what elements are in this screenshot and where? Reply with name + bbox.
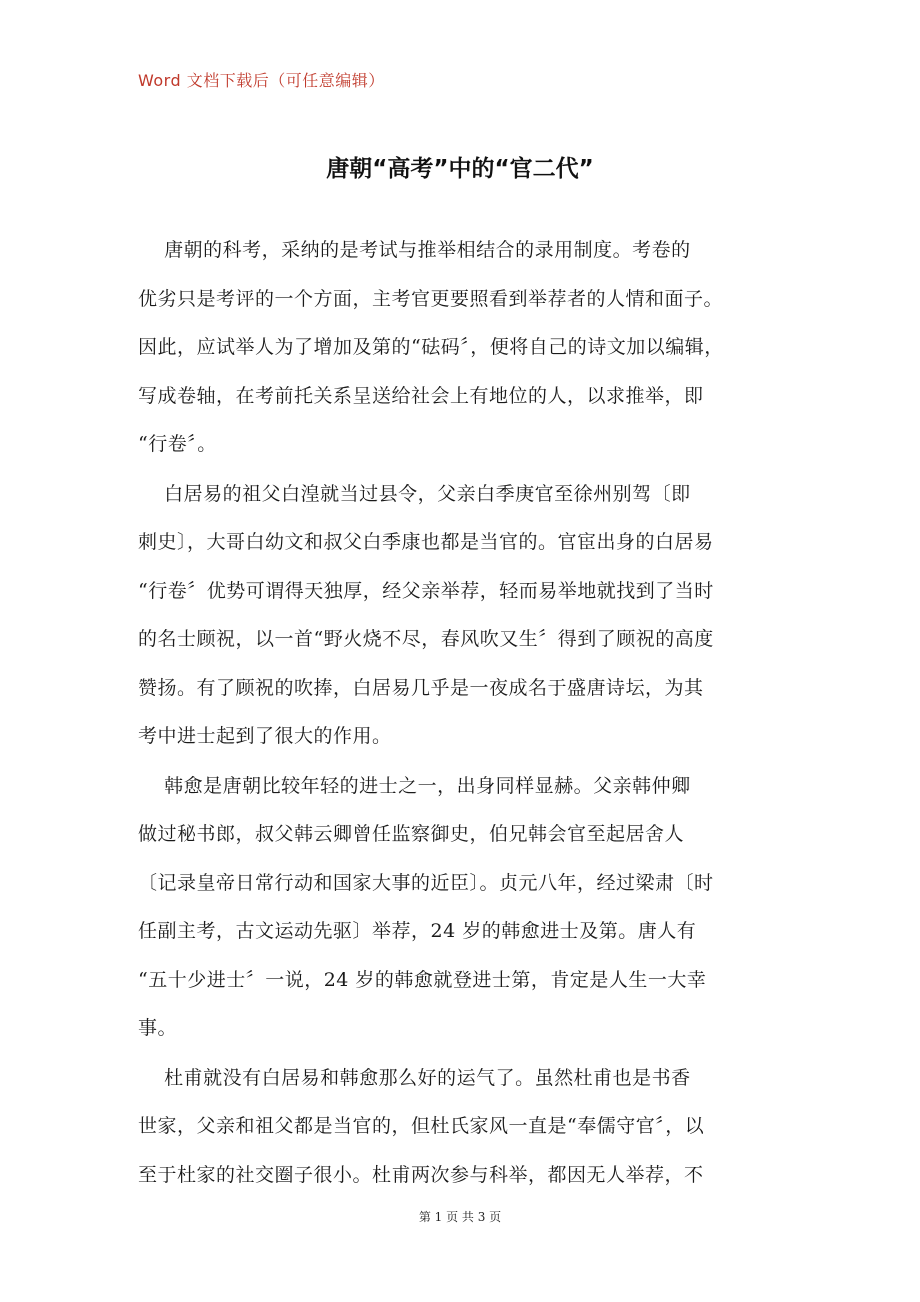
download-note: Word 文档下载后（可任意编辑） <box>138 71 385 90</box>
text-line: 至于杜家的社交圈子很小。杜甫两次参与科举，都因无人举荐，不 <box>138 1163 704 1186</box>
page-footer: 第 1 页 共 3 页 <box>418 1210 502 1224</box>
text-line: “五十少进士〞一说，24 岁的韩愈就登进士第，肯定是人生一大幸 <box>138 968 707 991</box>
text-line: 〔记录皇帝日常行动和国家大事的近臣〕。贞元八年，经过梁肃〔时 <box>138 871 714 894</box>
text-line: 写成卷轴，在考前托关系呈送给社会上有地位的人，以求推举，即 <box>138 384 704 407</box>
text-line: 赞扬。有了顾祝的吹捧，白居易几乎是一夜成名于盛唐诗坛，为其 <box>138 676 704 699</box>
text-line: “行卷〞。 <box>138 433 217 455</box>
document-title: 唐朝“高考”中的“官二代” <box>326 156 594 182</box>
text-line: 做过秘书郎，叔父韩云卿曾任监察御史，伯兄韩会官至起居舍人 <box>138 823 685 845</box>
paragraph <box>138 1054 786 1200</box>
paragraph <box>138 226 786 469</box>
text-line: 事。 <box>138 1017 178 1039</box>
text-line: 因此，应试举人为了增加及第的“砝码〞，便将自己的诗文加以编辑， <box>138 336 724 358</box>
text-line: 的名士顾祝，以一首“野火烧不尽，春风吹又生〞得到了顾祝的高度 <box>138 628 714 650</box>
text-line: 白居易的祖父白湟就当过县令，父亲白季庚官至徐州别驾〔即 <box>138 482 691 505</box>
document-body <box>138 226 786 1199</box>
text-line: 唐朝的科考，采纳的是考试与推举相结合的录用制度。考卷的 <box>138 239 691 261</box>
text-line: 优劣只是考评的一个方面，主考官更要照看到举荐者的人情和面子。 <box>138 287 724 310</box>
text-line: “行卷〞优势可谓得天独厚，经父亲举荐，轻而易举地就找到了当时 <box>138 579 714 602</box>
paragraph <box>138 762 786 1053</box>
text-line: 世家，父亲和祖父都是当官的，但杜氏家风一直是“奉儒守官〞，以 <box>138 1115 705 1137</box>
text-line: 韩愈是唐朝比较年轻的进士之一，出身同样显赫。父亲韩仲卿 <box>138 774 691 797</box>
text-line: 刺史〕，大哥白幼文和叔父白季康也都是当官的。官宦出身的白居易 <box>138 531 714 553</box>
text-line: 杜甫就没有白居易和韩愈那么好的运气了。虽然杜甫也是书香 <box>138 1066 691 1089</box>
text-line: 任副主考，古文运动先驱〕举荐，24 岁的韩愈进士及第。唐人有 <box>138 920 697 942</box>
text-line: 考中进士起到了很大的作用。 <box>138 725 392 747</box>
paragraph <box>138 470 786 761</box>
